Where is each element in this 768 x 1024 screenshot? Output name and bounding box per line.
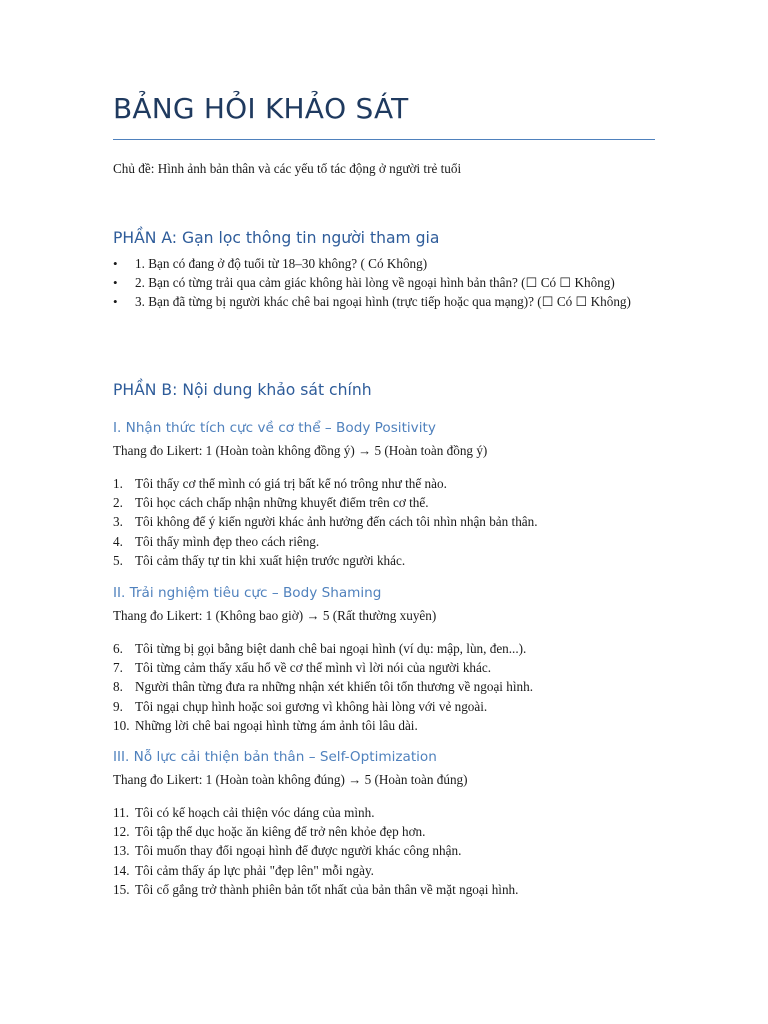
question-text: 3. Bạn đã từng bị người khác chê bai ngoại hình (trực tiếp hoặc qua mạng)? (☐ Có ☐ Không) <box>135 294 631 309</box>
item-number: 4. <box>113 533 123 549</box>
section-heading: I. Nhận thức tích cực về cơ thể – Body Positivity <box>113 420 436 436</box>
item-number: 9. <box>113 698 123 714</box>
item-text: Tôi ngại chụp hình hoặc soi gương vì không hài lòng với vẻ ngoài. <box>135 698 488 714</box>
list-item <box>113 474 655 493</box>
list-item <box>113 254 655 273</box>
item-number: 10. <box>113 717 130 733</box>
item-number: 6. <box>113 641 123 656</box>
subject-line: Chủ đề: Hình ảnh bản thân và các yếu tố tác động ở người trẻ tuổi <box>113 161 462 176</box>
list-item <box>113 697 655 716</box>
likert-scale-note: Thang đo Likert: 1 (Không bao giờ) → 5 (Rất thường xuyên) <box>113 608 437 623</box>
item-number: 12. <box>113 824 130 840</box>
bullet-icon: • <box>113 256 118 271</box>
item-text: Người thân từng đưa ra những nhận xét khiến tôi tổn thương về ngoại hình. <box>135 679 533 695</box>
list-item <box>113 512 655 531</box>
item-number: 1. <box>113 476 123 491</box>
section-heading: II. Trải nghiệm tiêu cực – Body Shaming <box>113 585 382 601</box>
screening-question-list <box>113 254 655 311</box>
item-text: Tôi từng cảm thấy xấu hổ về cơ thể mình vì lời nói của người khác. <box>135 660 492 676</box>
item-number: 13. <box>113 843 130 859</box>
list-item <box>113 493 655 512</box>
part-b-heading: PHẦN B: Nội dung khảo sát chính <box>113 381 372 399</box>
item-number: 5. <box>113 552 123 568</box>
list-item <box>113 861 655 880</box>
section-heading: III. Nỗ lực cải thiện bản thân – Self-Optimization <box>113 749 437 765</box>
list-item <box>113 292 655 311</box>
list-item <box>113 822 655 841</box>
list-item <box>113 841 655 860</box>
item-text: Tôi thấy mình đẹp theo cách riêng. <box>135 533 320 549</box>
list-item <box>113 716 655 735</box>
item-number: 3. <box>113 514 123 530</box>
item-text: Tôi thấy cơ thể mình có giá trị bất kể nó trông như thế nào. <box>135 476 447 491</box>
item-number: 7. <box>113 660 123 676</box>
item-text: Tôi muốn thay đổi ngoại hình để được người khác công nhận. <box>135 843 462 859</box>
item-number: 2. <box>113 495 123 511</box>
item-text: Tôi cảm thấy áp lực phải "đẹp lên" mỗi ngày. <box>135 862 374 878</box>
likert-scale-note: Thang đo Likert: 1 (Hoàn toàn không đồng ý) → 5 (Hoàn toàn đồng ý) <box>113 443 488 458</box>
document-title: BẢNG HỎI KHẢO SÁT <box>113 92 409 125</box>
question-list <box>113 639 655 735</box>
list-item <box>113 880 655 899</box>
title-divider <box>113 139 655 140</box>
question-list <box>113 803 655 899</box>
item-number: 11. <box>113 805 129 820</box>
item-number: 15. <box>113 881 130 897</box>
question-list <box>113 474 655 570</box>
question-text: 1. Bạn có đang ở độ tuổi từ 18–30 không? ( Có Không) <box>135 256 428 271</box>
question-text: 2. Bạn có từng trải qua cảm giác không hài lòng về ngoại hình bản thân? (☐ Có ☐ Không) <box>135 275 615 290</box>
list-item <box>113 658 655 677</box>
list-item <box>113 677 655 696</box>
item-text: Tôi cảm thấy tự tin khi xuất hiện trước người khác. <box>135 552 406 568</box>
bullet-icon: • <box>113 275 118 290</box>
item-number: 14. <box>113 862 130 878</box>
item-text: Tôi không để ý kiến người khác ảnh hưởng đến cách tôi nhìn nhận bản thân. <box>135 514 538 530</box>
list-item <box>113 273 655 292</box>
likert-scale-note: Thang đo Likert: 1 (Hoàn toàn không đúng) → 5 (Hoàn toàn đúng) <box>113 772 468 787</box>
item-text: Tôi từng bị gọi bằng biệt danh chê bai ngoại hình (ví dụ: mập, lùn, đen...). <box>135 641 527 656</box>
part-a-heading: PHẦN A: Gạn lọc thông tin người tham gia <box>113 229 440 247</box>
item-text: Tôi có kế hoạch cải thiện vóc dáng của mình. <box>135 805 375 820</box>
item-text: Tôi tập thể dục hoặc ăn kiêng để trở nên khỏe đẹp hơn. <box>135 824 426 840</box>
item-text: Những lời chê bai ngoại hình từng ám ảnh tôi lâu dài. <box>135 717 418 733</box>
list-item <box>113 803 655 822</box>
list-item <box>113 532 655 551</box>
item-text: Tôi cố gắng trở thành phiên bản tốt nhất của bản thân về mặt ngoại hình. <box>135 881 519 897</box>
item-number: 8. <box>113 679 123 695</box>
list-item <box>113 639 655 658</box>
item-text: Tôi học cách chấp nhận những khuyết điểm trên cơ thể. <box>135 495 429 511</box>
bullet-icon: • <box>113 294 118 309</box>
list-item <box>113 551 655 570</box>
